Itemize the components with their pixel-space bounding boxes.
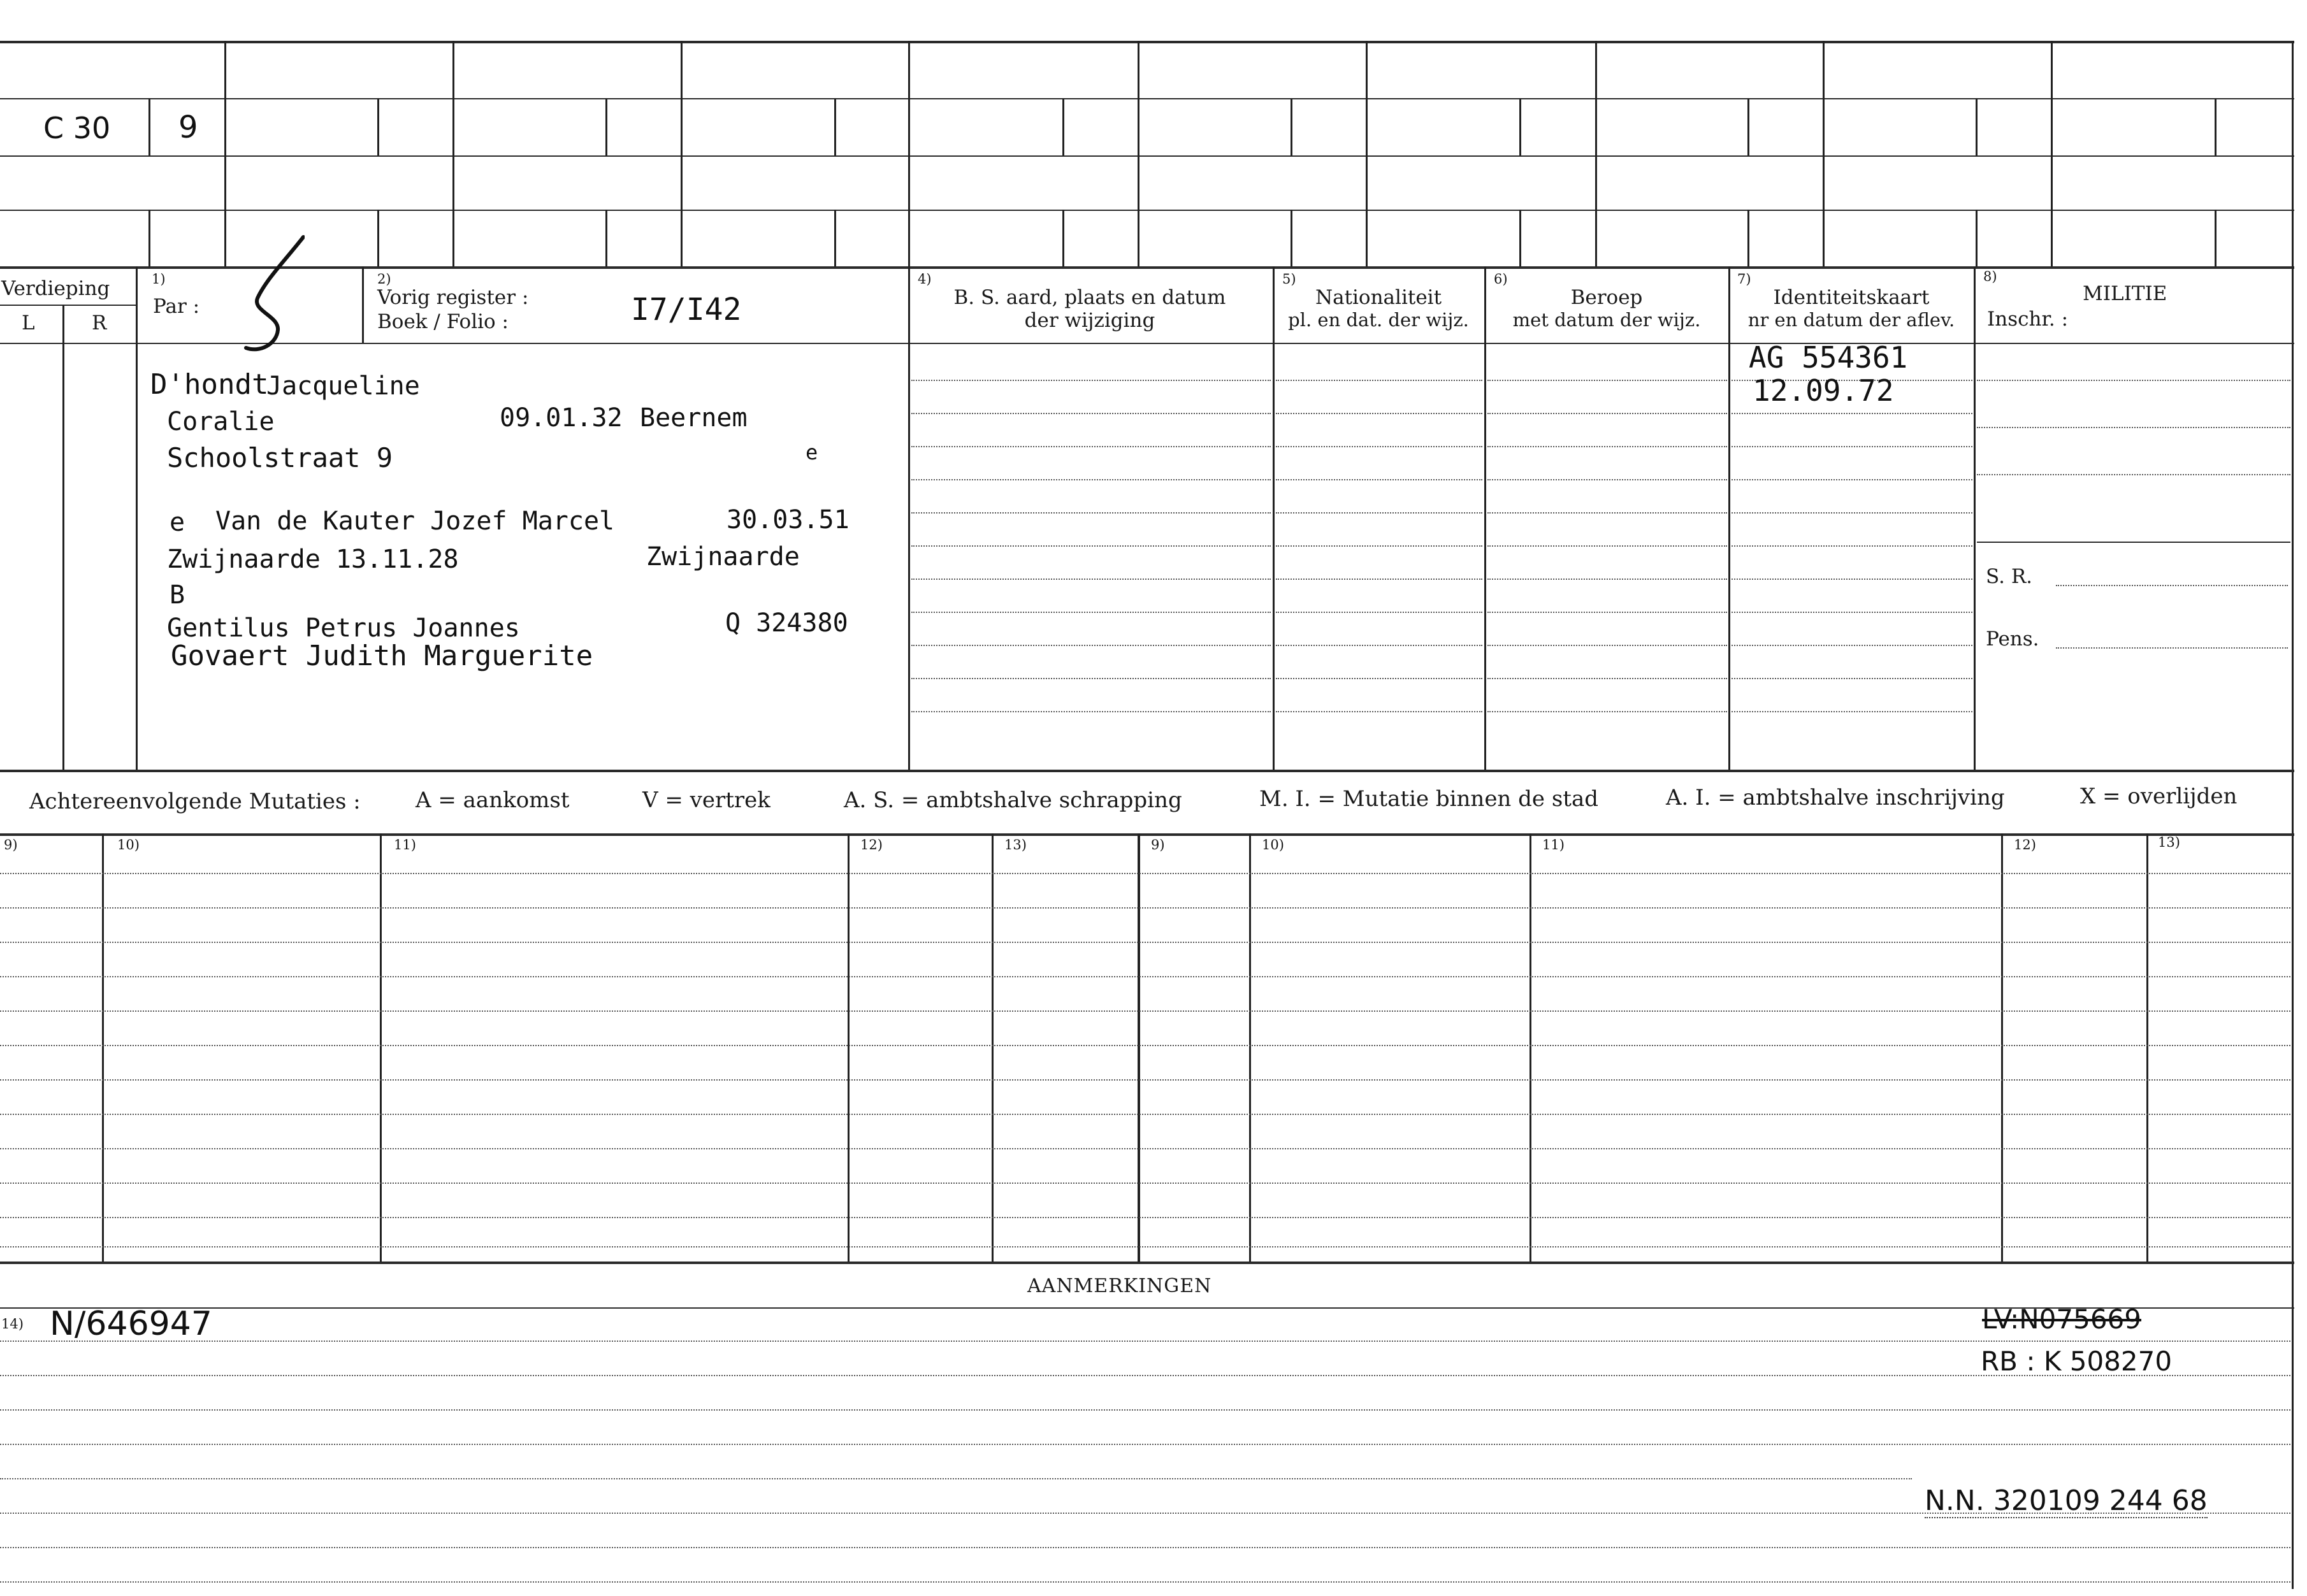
father-name: Gentilus Petrus Joannes	[167, 614, 520, 643]
address: Schoolstraat 9	[167, 442, 393, 473]
col-number: 4)	[918, 271, 932, 287]
rule	[0, 98, 2294, 99]
rule	[1138, 833, 1140, 1262]
spouse-birth: Zwijnaarde 13.11.28	[167, 545, 459, 574]
rule	[908, 266, 910, 770]
rule	[911, 678, 1271, 679]
rule	[1732, 545, 1972, 547]
rule	[908, 41, 910, 266]
bs-header-line1: B. S. aard, plaats en datum	[953, 286, 1226, 309]
rule	[1276, 612, 1482, 613]
rule	[1732, 645, 1972, 646]
col-number: 2)	[377, 271, 391, 287]
second-name: Coralie	[167, 407, 275, 436]
rule	[1138, 41, 1139, 266]
rule	[911, 479, 1271, 480]
left-label: L	[22, 312, 35, 334]
rule	[911, 579, 1271, 580]
col-number: 13)	[2158, 835, 2180, 850]
remarks-title: AANMERKINGEN	[1027, 1275, 1212, 1297]
nn-number: N.N. 320109 244 68	[1925, 1485, 2208, 1517]
surname: D'hondt	[150, 368, 269, 401]
signature-mark	[241, 234, 305, 359]
n-number: N/646947	[50, 1305, 212, 1343]
rule	[911, 545, 1271, 547]
rule	[1062, 210, 1064, 266]
rule	[1276, 380, 1482, 381]
rule	[1977, 380, 2290, 381]
rule	[0, 770, 2294, 772]
rule	[2051, 41, 2053, 266]
rule	[1976, 210, 1978, 266]
col-number: 9)	[1151, 837, 1165, 852]
rule	[848, 833, 850, 1262]
rule	[0, 873, 2290, 874]
col-number: 10)	[117, 837, 140, 852]
rule	[0, 1547, 2290, 1548]
col-number: 11)	[394, 837, 416, 852]
rule	[0, 907, 2290, 909]
rule	[2215, 210, 2217, 266]
rule	[148, 210, 150, 266]
rb-number: RB : K 508270	[1981, 1346, 2173, 1377]
boek-folio-label: Boek / Folio :	[377, 310, 509, 333]
rule	[911, 711, 1271, 712]
rule	[0, 1409, 2290, 1411]
par-label: Par :	[153, 295, 200, 318]
rule	[136, 266, 138, 770]
rule	[1732, 479, 1972, 480]
col-number: 9)	[4, 837, 18, 852]
rule	[1276, 645, 1482, 646]
rule	[1291, 210, 1292, 266]
rule	[0, 1246, 2290, 1247]
rule	[148, 98, 150, 155]
rule	[1519, 210, 1521, 266]
lv-number-struck: LV:N075669	[1982, 1304, 2141, 1335]
rule	[911, 512, 1271, 514]
spouse-prefix: e	[170, 508, 185, 537]
rule	[1732, 579, 1972, 580]
rule	[2056, 585, 2288, 586]
rule	[2292, 41, 2294, 1589]
rule	[0, 210, 2294, 211]
rule	[992, 833, 994, 1262]
rule	[911, 413, 1271, 414]
rule	[1366, 41, 1368, 266]
rule	[452, 41, 454, 266]
col-number: 14)	[1, 1316, 24, 1332]
id-card-date: 12.09.72	[1753, 373, 1894, 408]
mutations-label: Achtereenvolgende Mutaties :	[29, 789, 361, 814]
rule	[1732, 512, 1972, 514]
legend-item: M. I. = Mutatie binnen de stad	[1259, 786, 1598, 812]
right-label: R	[92, 312, 107, 334]
e-mark: e	[806, 440, 818, 464]
verdieping-label: Verdieping	[1, 277, 110, 300]
birth-date: 09.01.32	[500, 403, 623, 433]
rule	[1977, 427, 2290, 428]
rule	[0, 942, 2290, 943]
rule	[1732, 711, 1972, 712]
mother-name: Govaert Judith Marguerite	[171, 640, 593, 672]
col-number: 5)	[1282, 271, 1296, 287]
rule	[380, 833, 382, 1262]
rule	[911, 446, 1271, 447]
rule	[605, 98, 607, 155]
rule	[0, 1148, 2290, 1149]
rule	[1062, 98, 1064, 155]
rule	[911, 612, 1271, 613]
rule	[377, 210, 379, 266]
pens-label: Pens.	[1986, 628, 2039, 651]
rule	[1747, 210, 1749, 266]
rule	[0, 1045, 2290, 1046]
rule	[1249, 833, 1251, 1262]
rule	[1487, 380, 1727, 381]
b-mark: B	[170, 580, 185, 610]
card-number: 9	[178, 110, 198, 145]
rule	[0, 305, 136, 306]
rule	[1276, 545, 1482, 547]
rule	[1487, 678, 1727, 679]
rule	[0, 1183, 2290, 1184]
rule	[834, 98, 836, 155]
sr-label: S. R.	[1986, 565, 2033, 588]
rule	[0, 1513, 2290, 1514]
col-number: 1)	[152, 271, 166, 287]
rule	[0, 41, 2294, 43]
rule	[2146, 833, 2148, 1262]
rule	[911, 645, 1271, 646]
rule	[62, 305, 64, 770]
legend-item: A. S. = ambtshalve schrapping	[844, 787, 1182, 813]
rule	[1276, 479, 1482, 480]
rule	[1487, 413, 1727, 414]
beroep-header-line2: met datum der wijz.	[1512, 309, 1701, 331]
spouse-name: Van de Kauter Jozef Marcel	[215, 507, 615, 536]
rule	[0, 976, 2290, 977]
rule	[1276, 446, 1482, 447]
rule	[1530, 833, 1531, 1262]
col-number: 8)	[1983, 269, 1997, 284]
rule	[0, 1114, 2290, 1115]
inschr-label: Inschr. :	[1987, 308, 2069, 331]
rule	[1487, 512, 1727, 514]
first-name: Jacqueline	[266, 371, 420, 401]
legend-item: V = vertrek	[642, 787, 770, 813]
col-number: 13)	[1004, 837, 1027, 852]
beroep-header-line1: Beroep	[1570, 286, 1643, 309]
col-number: 12)	[2014, 837, 2036, 852]
rule	[1974, 266, 1976, 770]
rule	[1484, 266, 1486, 770]
id-header-line2: nr en datum der aflev.	[1747, 309, 1955, 331]
rule	[0, 343, 2294, 344]
marriage-date: 30.03.51	[727, 505, 850, 535]
rule	[1595, 41, 1597, 266]
rule	[0, 1010, 2290, 1012]
rule	[1976, 98, 1978, 155]
rule	[834, 210, 836, 266]
rule	[1732, 446, 1972, 447]
rule	[2001, 833, 2003, 1262]
rule	[1276, 512, 1482, 514]
rule	[224, 41, 226, 266]
rule	[1487, 446, 1727, 447]
col-number: 12)	[860, 837, 883, 852]
rule	[681, 41, 683, 266]
father-code: Q 324380	[725, 608, 848, 638]
rule	[1823, 41, 1825, 266]
rule	[1732, 413, 1972, 414]
rule	[0, 1217, 2290, 1218]
col-number: 10)	[1262, 837, 1284, 852]
rule	[1487, 579, 1727, 580]
col-number: 7)	[1737, 271, 1751, 287]
rule	[2215, 98, 2217, 155]
rule	[1276, 413, 1482, 414]
spouse-birth-place: Zwijnaarde	[646, 542, 800, 572]
rule	[0, 1478, 1912, 1479]
nationality-header-line1: Nationaliteit	[1315, 286, 1442, 309]
rule	[1276, 579, 1482, 580]
legend-item: X = overlijden	[2080, 784, 2238, 809]
birth-place: Beernem	[640, 403, 748, 433]
rule	[0, 1262, 2294, 1264]
legend-item: A = aankomst	[416, 787, 570, 813]
rule	[2056, 647, 2288, 649]
rule	[1276, 711, 1482, 712]
rule	[1977, 474, 2290, 475]
rule	[1487, 479, 1727, 480]
col-number: 11)	[1542, 837, 1565, 852]
militie-label: MILITIE	[2083, 282, 2167, 305]
col-number: 6)	[1494, 271, 1508, 287]
rule	[605, 210, 607, 266]
card-code: C 30	[43, 111, 111, 145]
rule	[0, 1581, 2290, 1583]
rule	[0, 266, 2294, 269]
rule	[1487, 645, 1727, 646]
rule	[1276, 678, 1482, 679]
rule	[1519, 98, 1521, 155]
rule	[0, 1307, 2294, 1309]
rule	[0, 1375, 2290, 1376]
rule	[362, 266, 364, 343]
rule	[1487, 545, 1727, 547]
rule	[1487, 612, 1727, 613]
legend-item: A. I. = ambtshalve inschrijving	[1666, 785, 2005, 810]
rule	[1977, 542, 2290, 543]
rule	[1728, 266, 1730, 770]
vorig-register-value: I7/I42	[631, 292, 742, 327]
rule	[0, 833, 2294, 836]
rule	[0, 1444, 2290, 1445]
rule	[1732, 678, 1972, 679]
rule	[1732, 612, 1972, 613]
bs-header-line2: der wijziging	[1024, 309, 1155, 332]
id-header-line1: Identiteitskaart	[1773, 286, 1930, 309]
id-card-number: AG 554361	[1749, 340, 1908, 375]
vorig-register-label: Vorig register :	[377, 286, 529, 309]
rule	[1487, 711, 1727, 712]
rule	[0, 155, 2294, 157]
rule	[1273, 266, 1275, 770]
rule	[377, 98, 379, 155]
rule	[911, 380, 1271, 381]
rule	[0, 1079, 2290, 1081]
nationality-header-line2: pl. en dat. der wijz.	[1288, 309, 1469, 331]
rule	[102, 833, 104, 1262]
rule	[1747, 98, 1749, 155]
rule	[1291, 98, 1292, 155]
rule	[0, 1341, 2290, 1342]
